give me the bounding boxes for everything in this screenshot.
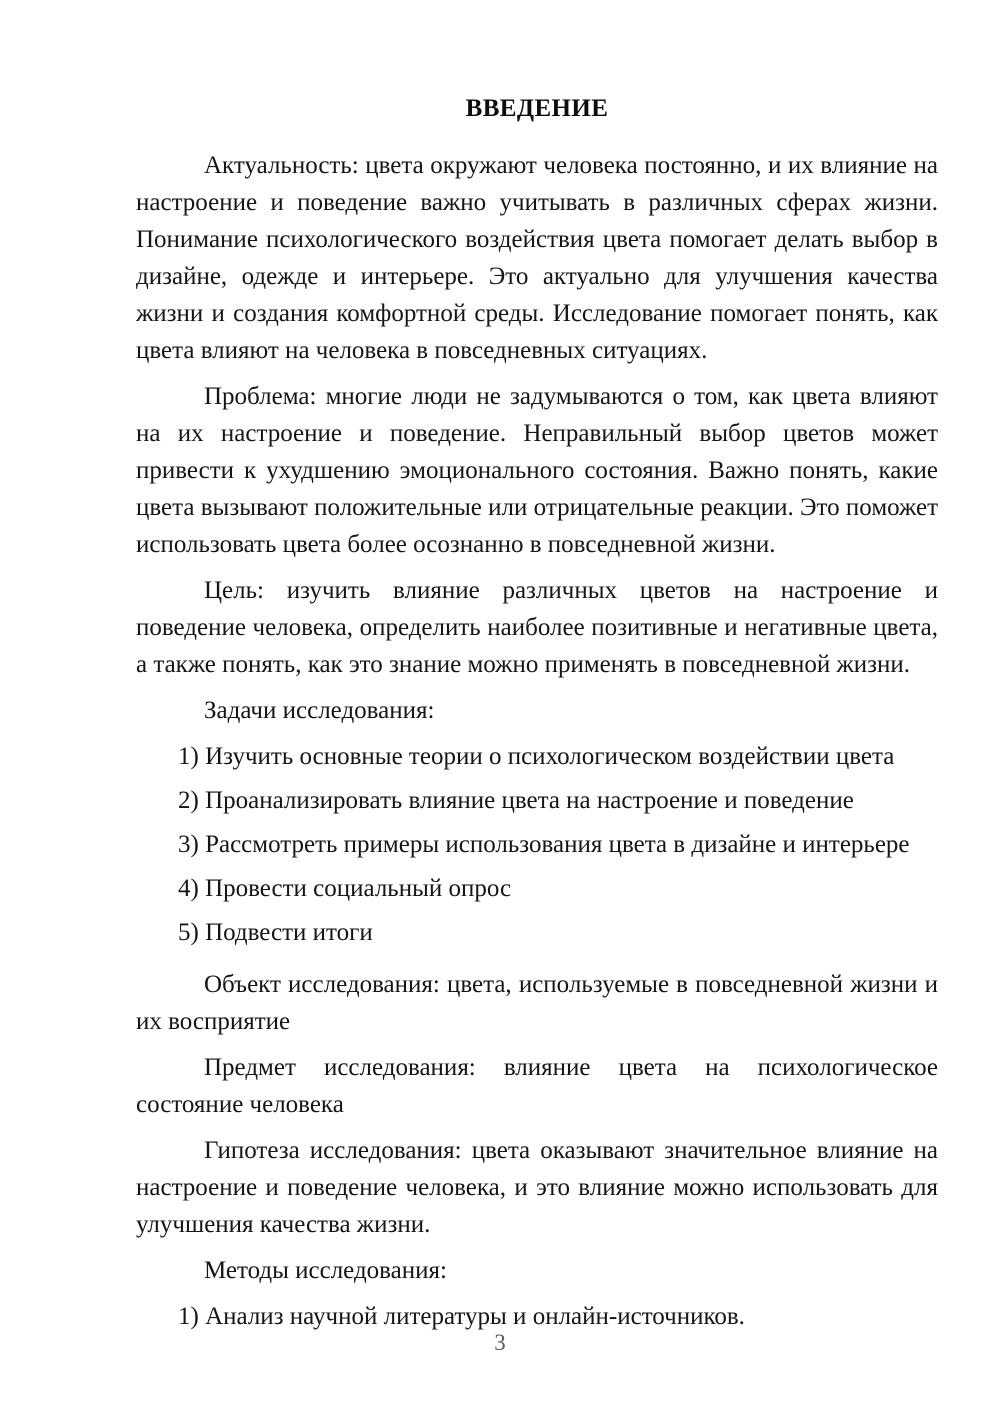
page-title: ВВЕДЕНИЕ [465,95,609,122]
list-item: 5) Подвести итоги [178,919,373,946]
paragraph-object: Объект исследования: цвета, используемые в повседневной жизни и их восприятие [136,971,938,1035]
list-item: 1) Анализ научной литературы и онлайн-источников. [178,1303,745,1330]
list-item: 3) Рассмотреть примеры использования цвета в дизайне и интерьере [178,831,910,858]
paragraph-goal: Цель: изучить влияние различных цветов на настроение и поведение человека, определить наиболее позитивные и негативные цвета, а также понять, как это знание можно применять в повседневной жизни. [136,577,938,678]
heading-tasks: Задачи исследования: [204,697,435,724]
list-item: 4) Провести социальный опрос [178,875,512,902]
paragraph-relevance: Актуальность: цвета окружают человека постоянно, и их влияние на настроение и поведение важно учитывать в различных сферах жизни. Понимание психологического воздействия цвета помогает делать выбор в дизайне, одежде и интерьере. Это актуально для улучшения качества жизни и создания комфортной среды. Исследование помогает понять, как цвета влияют на человека в повседневных ситуациях. [136,152,938,364]
list-item: 2) Проанализировать влияние цвета на настроение и поведение [178,787,854,814]
list-item: 1) Изучить основные теории о психологическом воздействии цвета [178,743,895,770]
tasks-list [136,738,938,951]
paragraph-problem: Проблема: многие люди не задумываются о том, как цвета влияют на их настроение и поведение. Неправильный выбор цветов может привести к ухудшению эмоционального состояния. Важно понять, какие цвета вызывают положительные или отрицательные реакции. Это поможет использовать цвета более осознанно в повседневной жизни. [136,383,938,558]
paragraph-hypothesis: Гипотеза исследования: цвета оказывают значительное влияние на настроение и поведение человека, и это влияние можно использовать для улучшения качества жизни. [136,1137,938,1238]
list-spacer [136,958,938,966]
page-number: 3 [494,1330,506,1355]
heading-methods: Методы исследования: [204,1257,447,1284]
paragraph-subject: Предмет исследования: влияние цвета на психологическое состояние человека [136,1054,938,1118]
document-body [136,90,938,1342]
